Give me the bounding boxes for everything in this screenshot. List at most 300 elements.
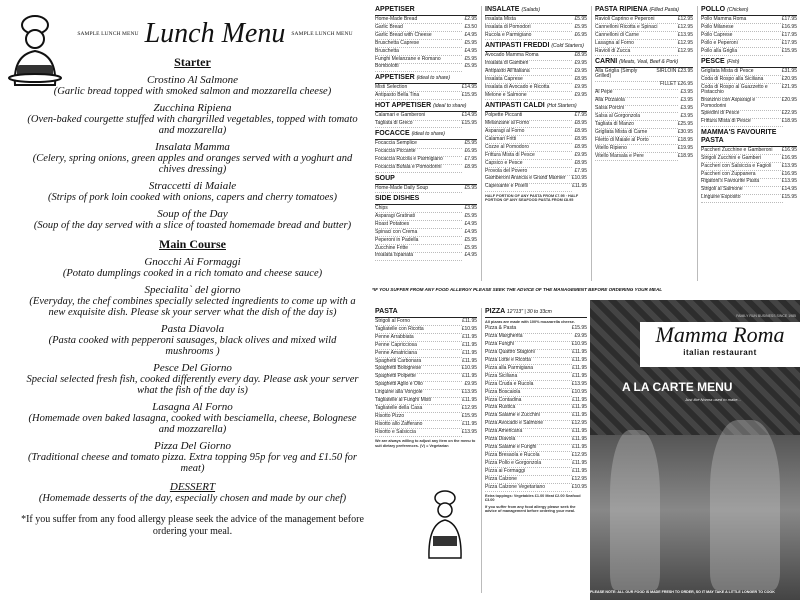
item-name: Pizza Cruda e Rucola <box>485 380 534 387</box>
item-price: £11.95 <box>572 364 587 371</box>
menu-item <box>701 119 797 124</box>
item-price: £8.95 <box>574 143 587 150</box>
item-price: £7.95 <box>574 112 587 119</box>
item-name: Risotto allo Zafferano <box>375 420 423 427</box>
section-heading <box>375 102 477 112</box>
item-price: £12.95 <box>461 404 477 411</box>
item-price: £8.95 <box>574 135 587 142</box>
item-name: Salsa Porcini <box>595 105 625 112</box>
section-subtitle: (Hot Starters) <box>546 103 577 110</box>
section-note: HALF PORTION OF ANY PASTA FROM £7.95 · HALF PORTION OF ANY SEAFOOD PASTA FROM £8.95 <box>485 193 579 203</box>
item-name: Spaghetti Carbonara <box>375 357 422 364</box>
dessert-description: (Homemade desserts of the day, especially chosen and made by our chef) <box>38 493 347 504</box>
item-price: £25.95 <box>677 120 693 127</box>
restaurant-name: Mamma Roma <box>655 322 785 347</box>
item-price: £20.95 <box>781 97 797 104</box>
item-price: £11.95 <box>572 404 587 411</box>
restaurant-subtitle: italian restaurant <box>683 348 757 357</box>
item-price: £4.95 <box>464 31 477 38</box>
item-name: Ravioli di Zucca <box>595 47 631 54</box>
item-price: £10.95 <box>461 365 477 372</box>
menu-item <box>375 157 477 162</box>
section-heading <box>485 308 587 318</box>
section-note: All pizzas are made with 100% mozzarella cheese. <box>485 320 575 324</box>
item-name: Pizza Americana <box>485 428 523 435</box>
item-price: £5.95 <box>464 244 477 251</box>
item-name: Focaccia Bufala e Pomodorini <box>375 164 442 171</box>
section-heading <box>375 308 477 318</box>
menu-item <box>485 176 587 181</box>
dish-description: (Potato dumplings cooked in a rich tomato and cheese sauce) <box>62 268 323 279</box>
item-price: £13.95 <box>461 389 477 396</box>
dish-name: Straccetti di Maiale <box>148 180 237 192</box>
column-divider <box>591 6 592 281</box>
dish-name: Pesce Del Giorno <box>153 362 232 374</box>
item-name: Cozze al Pomodoro <box>485 143 529 150</box>
section-subtitle: (ideal to share) <box>433 103 467 110</box>
item-name: Funghi Melanzane e Romano <box>375 55 441 62</box>
item-name: Linguine alla Vongole <box>375 389 423 396</box>
item-price: £11.95 <box>572 436 587 443</box>
item-price: £9.95 <box>574 151 587 158</box>
item-price: £11.95 <box>572 467 587 474</box>
section-title: POLLO <box>701 6 726 13</box>
item-name: Gamberoni Arancia e Grand Marnier <box>485 175 566 182</box>
item-price: £13.95 <box>781 162 797 169</box>
dish-name: Insalata Mamma <box>155 141 230 153</box>
item-name: Pizza Calzone <box>485 475 517 482</box>
item-price: £15.95 <box>461 120 477 127</box>
item-name: Pizza Salame e Zucchini <box>485 412 540 419</box>
item-name: Bruschetta Caprese <box>375 39 420 46</box>
item-name: Pizza ai Formaggi <box>485 467 526 474</box>
menu-item <box>485 413 587 418</box>
column-divider <box>697 6 698 281</box>
section-heading <box>701 58 797 68</box>
item-description-lines <box>375 259 462 261</box>
item-name: Penne Amatriciana <box>375 349 417 356</box>
item-price: £21.95 <box>781 83 797 90</box>
item-price: £16.95 <box>781 23 797 30</box>
item-description-lines <box>375 98 462 100</box>
menu-item <box>701 148 797 153</box>
item-price: £3.50 <box>464 23 477 30</box>
item-name: Alla Pizzaiola <box>595 97 625 104</box>
pasta-meat-column <box>592 4 696 161</box>
item-price: £11.95 <box>462 373 477 380</box>
item-name: Asparagi al Forno <box>485 127 525 134</box>
dish-description: (Celery, spring onions, green apples and oranges served with a yoghurt and chives dressing) <box>32 153 353 175</box>
item-price: £11.95 <box>572 183 587 190</box>
item-description-lines <box>595 54 678 56</box>
dish-name: Lasagna Al Forno <box>152 401 233 413</box>
menu-item <box>485 461 587 466</box>
section-title: MAMMA'S FAVOURITE PASTA <box>701 128 777 144</box>
dish-description: (Garlic bread topped with smoked salmon and mozzarella cheese) <box>53 86 332 97</box>
item-name: Risotto Pizzo <box>375 412 405 419</box>
item-name: Strigoli al Forno <box>375 318 411 324</box>
item-name: Spiedini di Pesce <box>701 110 740 117</box>
item-name: Garlic Bread with Cheese <box>375 31 432 38</box>
cover-pattern <box>590 300 800 435</box>
section-title: SIDE DISHES <box>375 195 420 202</box>
section-subtitle: (ideal to share) <box>416 74 450 81</box>
item-description-lines <box>485 38 572 40</box>
item-price: £17.95 <box>781 16 797 22</box>
section-note: If you suffer from any food allergy please seek the advice of management before ordering your meal. <box>485 504 576 514</box>
section-title: SOUP <box>375 174 395 182</box>
item-description-lines <box>485 490 572 492</box>
item-price: £31.95 <box>781 68 797 75</box>
dessert-heading: DESSERT <box>169 481 216 493</box>
dish-name: Pasta Diavola <box>160 323 225 335</box>
item-price: £18.95 <box>677 136 693 143</box>
item-description-lines <box>485 98 572 100</box>
menu-item <box>485 485 587 490</box>
item-name: Tagliatelle con Ricotta <box>375 325 424 332</box>
item-name: Melone e Salmone <box>485 91 527 98</box>
dish-name: Crostino Al Salmone <box>146 74 239 86</box>
item-name: Cannelloni di Carne <box>595 31 639 38</box>
section-subtitle: (ideal to share) <box>411 131 445 138</box>
item-price: £8.95 <box>464 164 477 171</box>
dish-name: Soup of the Day <box>157 208 228 220</box>
item-name: Asparagi Gratinati <box>375 212 416 219</box>
item-price: £14.95 <box>781 186 797 193</box>
item-name: Tagliatelle al Funghi Misti <box>375 397 431 404</box>
section-heading <box>375 175 477 185</box>
item-name: Pollo e Peperoni <box>701 39 738 46</box>
menu-item <box>701 98 797 109</box>
item-name: Ravioli Caprino e Peperoni <box>595 16 655 22</box>
item-price: FILLET £26.95 <box>660 81 693 88</box>
item-name: Paccheri con Salsiccia e Fagioli <box>701 162 772 169</box>
item-price: £11.95 <box>572 428 587 435</box>
item-name: Insalata di Pomodori <box>485 23 531 30</box>
item-name: Pizza Quattro Stagioni <box>485 349 535 356</box>
chicken-fish-column <box>698 4 800 203</box>
section-heading <box>375 130 477 140</box>
cover-footer: PLEASE NOTE: ALL OUR FOOD IS MADE FRESH TO ORDER, SO IT MAY TAKE A LITTLE LONGER TO COOK <box>590 590 775 594</box>
section-heading <box>595 58 693 68</box>
item-price: £18.95 <box>781 118 797 125</box>
item-price: £11.95 <box>462 349 477 356</box>
top-sheet-allergy-footer: *IF YOU SUFFER FROM ANY FOOD ALLERGY PLEASE SEEK THE ADVICE OF THE MANAGEMENT BEFORE ORDERING YOUR MEAL <box>372 287 663 292</box>
item-name: Pizza Salame e Funghi <box>485 444 537 450</box>
item-name: Insalata Caprese <box>485 75 523 82</box>
menu-item <box>595 17 693 22</box>
item-name: Pizza Pollo e Gorgonzola <box>485 459 542 466</box>
item-name: Roast Potatoes <box>375 220 410 227</box>
item-name: Grigliata Mista di Carne <box>595 128 648 135</box>
section-heading <box>701 129 797 147</box>
item-price: £19.95 <box>677 144 693 151</box>
item-price: £4.95 <box>464 252 477 259</box>
item-name: Polpette Piccanti <box>485 112 523 119</box>
menu-item <box>595 138 693 143</box>
item-description-lines <box>595 159 678 161</box>
section-title: PESCE <box>701 58 725 66</box>
item-price: £16.95 <box>781 154 797 161</box>
item-name: Provola del Povero <box>485 167 528 174</box>
item-price: £5.95 <box>574 23 587 30</box>
item-price: £13.95 <box>677 31 693 38</box>
section-note: Extra toppings: Vegetables £1.00 Meat £2.00 Seafood £3.00 <box>485 493 581 503</box>
section-subtitle: (Chicken) <box>727 7 749 13</box>
item-price: £12.95 <box>677 16 693 22</box>
item-name: Home-Made Daily Soup <box>375 184 429 191</box>
item-name: Rucola e Parmigiano <box>485 31 532 38</box>
item-name: Pizza Diavola <box>485 436 516 443</box>
item-price: £14.95 <box>461 83 477 90</box>
item-price: £22.95 <box>781 110 797 117</box>
item-price: £15.95 <box>461 412 477 419</box>
dish-description: Special selected fresh fish, cooked differently every day. Please ask your server what the fish of the day is) <box>26 374 359 396</box>
section-title: ANTIPASTI FREDDI <box>485 42 550 50</box>
item-price: £12.95 <box>677 47 693 54</box>
item-price: £9.95 <box>574 333 587 340</box>
dish-name: Pizza Del Giorno <box>154 440 231 452</box>
item-price: £30.95 <box>677 128 693 135</box>
item-name: Frittura Mista di Pesce <box>701 118 751 125</box>
item-price: £13.95 <box>461 428 477 435</box>
item-price: £5.95 <box>464 55 477 62</box>
section-heading <box>595 6 693 16</box>
item-price: £6.95 <box>574 31 587 38</box>
chef-illustration-icon <box>425 490 465 560</box>
item-description-lines <box>375 191 462 193</box>
dish-description: (Homemade oven baked lasagna, cooked with besciamella, cheese, Bolognese and mozzarella) <box>28 413 357 435</box>
section-heading <box>375 74 477 84</box>
item-price: £5.95 <box>464 140 477 147</box>
section-note: We are always willing to adjust any item on the menu to suit dietary preferences. (V) = Vegetarian <box>375 439 476 448</box>
item-name: Pizza & Pasta <box>485 325 517 332</box>
item-name: Vitello Marsala e Pere <box>595 152 644 159</box>
item-price: £5.95 <box>574 16 587 22</box>
item-name: Insalata Ispanata <box>375 252 414 259</box>
item-name: Filetto di Maiale al Porto <box>595 136 649 143</box>
item-name: Cannelloni Ricotta e Spinaci <box>595 23 658 30</box>
menu-item <box>375 186 477 191</box>
item-name: Pizza alla Parmigiana <box>485 364 534 371</box>
item-price: £11.95 <box>572 349 587 356</box>
menu-item <box>701 164 797 169</box>
item-name: Pollo Mamma Roma <box>701 16 747 22</box>
item-price: £9.95 <box>574 68 587 75</box>
column-divider <box>481 6 482 281</box>
menu-item <box>485 453 587 458</box>
section-heading <box>485 42 587 52</box>
menu-item <box>701 69 797 74</box>
item-name: Frittura Mista di Pesce <box>485 151 535 158</box>
item-price: £12.95 <box>571 451 587 458</box>
item-name: Insalata Mista <box>485 16 516 22</box>
item-name: Pizza Lotte e Ricotta <box>485 357 531 364</box>
item-price: £18.95 <box>677 152 693 159</box>
dish-description: (Soup of the day served with a slice of toasted homemade bread and butter) <box>33 220 352 231</box>
cover-photo-figure <box>710 420 780 590</box>
item-name: Pizza Avocado e Salmone <box>485 420 544 427</box>
item-name: Lasagna al Forno <box>595 39 634 46</box>
item-name: Branzino con Asparagi e Pomodorini <box>701 97 756 109</box>
section-title: HOT APPETISER <box>375 102 432 110</box>
menu-item <box>595 130 693 135</box>
item-price: £10.95 <box>461 325 477 332</box>
item-price: £7.95 <box>574 167 587 174</box>
item-price: £6.95 <box>464 148 477 155</box>
section-heading <box>485 6 587 16</box>
item-name: Pollo alla Griglia <box>701 47 738 54</box>
item-price: £11.95 <box>462 397 477 404</box>
item-name: Melanzane al Forno <box>485 120 530 127</box>
section-heading <box>485 102 587 112</box>
column-divider <box>481 308 482 593</box>
main-course-heading: Main Course <box>159 237 226 251</box>
menu-item <box>485 421 587 426</box>
item-price: £16.95 <box>781 146 797 153</box>
item-price: £2.95 <box>464 16 477 22</box>
lunch-menu-page <box>0 0 370 600</box>
lunch-body <box>20 52 365 538</box>
item-price: £5.95 <box>464 212 477 219</box>
item-price: £13.95 <box>781 178 797 185</box>
cover-tagline: Just like Nonna used to make... <box>685 397 741 402</box>
item-description-lines <box>375 70 462 72</box>
dish-description: (Oven-baked courgette stuffed with chargrilled vegetables, topped with tomato and mozzarella) <box>27 114 358 136</box>
menu-item <box>595 25 693 30</box>
item-price: £8.95 <box>574 120 587 127</box>
cover-photo-figure <box>610 430 660 590</box>
item-price: £4.95 <box>464 47 477 54</box>
item-price: £9.95 <box>574 83 587 90</box>
item-name: Paccheri con Zuppanera <box>701 170 756 177</box>
item-price: £5.95 <box>464 236 477 243</box>
item-name: Coda di Rospo al Guazzetto e Pistacchio <box>701 83 768 96</box>
item-name: Chips <box>375 205 388 211</box>
item-name: Antipasto All'Italiana <box>485 68 530 75</box>
item-price: £5.95 <box>464 184 477 191</box>
item-price: £11.95 <box>572 372 587 379</box>
item-name: Tagliata di Greco <box>375 120 413 127</box>
item-name: Pizza Contadina <box>485 396 522 403</box>
item-name: Avocado Mamma Roma <box>485 52 539 59</box>
item-price: £12.95 <box>571 420 587 427</box>
item-price: £5.95 <box>464 39 477 46</box>
item-name: Bruschetta <box>375 47 399 54</box>
menu-item <box>375 33 477 38</box>
section-title: INSALATE <box>485 6 520 13</box>
item-name: Risotto e Salsiccia <box>375 428 416 435</box>
section-heading <box>375 6 477 16</box>
item-price: £8.95 <box>574 75 587 82</box>
menu-item <box>375 398 477 403</box>
section-subtitle: (Cold Starters) <box>551 43 584 50</box>
cover-headline: A LA CARTE MENU <box>622 380 733 394</box>
item-price: £3.95 <box>680 112 693 119</box>
item-price: £3.95 <box>680 89 693 96</box>
item-name: Spaghetti Aglio e Olio <box>375 381 423 388</box>
menu-item <box>375 57 477 62</box>
item-name: Antipasto Bella Tina <box>375 91 420 98</box>
item-description-lines <box>375 171 462 173</box>
item-name: Peperoni in Padella <box>375 236 419 243</box>
item-description-lines <box>375 435 462 437</box>
item-price: £4.95 <box>464 220 477 227</box>
item-name: Penne Arrabbiata <box>375 333 414 340</box>
item-price: £9.95 <box>574 91 587 98</box>
item-name: Al Pepe <box>595 89 613 96</box>
salads-starters-column <box>482 4 590 205</box>
item-price: £12.95 <box>677 23 693 30</box>
item-price: £8.95 <box>574 159 587 166</box>
item-name: Pizza Margherita <box>485 333 523 340</box>
item-name: Paccheri Zucchine e Gamberoni <box>701 146 773 153</box>
item-price: £15.95 <box>781 47 797 54</box>
item-price: £3.95 <box>464 205 477 211</box>
item-name: Misti Selection <box>375 83 408 90</box>
item-price: £17.95 <box>781 39 797 46</box>
item-price: £11.95 <box>572 396 587 403</box>
item-name: Calamari Fritti <box>485 135 517 142</box>
main-course-list <box>20 256 365 474</box>
starter-list <box>20 74 365 231</box>
mamma-roma-cover <box>590 300 800 600</box>
item-price: £12.95 <box>571 475 587 482</box>
item-price: £13.95 <box>571 380 587 387</box>
section-title: ANTIPASTI CALDI <box>485 102 545 110</box>
pizza-column <box>482 306 590 516</box>
section-title: APPETISER <box>375 6 415 13</box>
menu-item <box>701 77 797 82</box>
item-name: Pizza Bresaola e Rucola <box>485 451 540 458</box>
lunch-title-row <box>60 18 370 50</box>
menu-item <box>485 53 587 58</box>
item-price: £10.95 <box>571 175 587 182</box>
item-price: £8.95 <box>574 52 587 59</box>
item-description-lines <box>375 126 462 128</box>
item-price: £14.95 <box>461 112 477 119</box>
item-name: Bombolotti <box>375 63 399 70</box>
item-name: Insalata di Gamberi <box>485 60 529 67</box>
dish-name: Zucchina Ripiena <box>153 102 232 114</box>
item-name: Pizza Rustica <box>485 404 516 411</box>
menu-item <box>595 69 693 80</box>
item-name: Zucchine Fritte <box>375 244 409 251</box>
section-subtitle: (Fish) <box>726 59 740 66</box>
item-name: Spaghetti Polpette <box>375 373 416 380</box>
section-title: FOCACCE <box>375 130 410 138</box>
restaurant-logo <box>640 322 800 367</box>
item-name: Pizza Boscaiola <box>485 388 521 395</box>
alacarte-top-sheet <box>370 0 800 296</box>
item-name: Pollo Caprese <box>701 31 733 38</box>
item-name: Strigoli al Salmone <box>701 186 743 193</box>
pasta-column <box>372 306 480 450</box>
dish-description: (Everyday, the chef combines specially selected ingredients to come up with a new exquisite dish. Please sk your server what the dish of the day is) <box>29 296 356 318</box>
item-price: £11.95 <box>462 357 477 364</box>
item-price: £11.95 <box>462 318 477 324</box>
item-price: £4.95 <box>464 228 477 235</box>
item-price: £3.95 <box>680 97 693 104</box>
item-price: £10.95 <box>571 341 587 348</box>
item-name: Calamari e Gamberoni <box>375 112 426 119</box>
section-subtitle: (Meats, Veal, Beef & Pork) <box>619 59 679 66</box>
page-title: Lunch Menu <box>144 18 286 49</box>
item-price: SIRLOIN £23.95 <box>656 68 693 75</box>
item-name: Pizza Siciliana <box>485 372 518 379</box>
item-price: £3.95 <box>680 105 693 112</box>
item-price: £17.95 <box>781 31 797 38</box>
